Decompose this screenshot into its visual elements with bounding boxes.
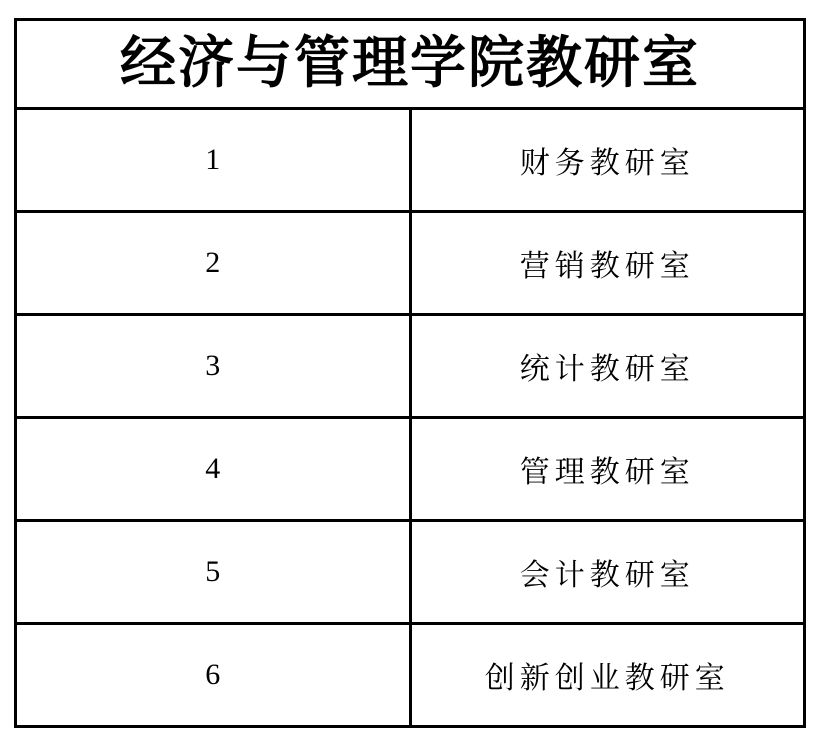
table-body	[16, 20, 805, 727]
row-number: 2	[16, 212, 411, 315]
table-title-row	[16, 20, 805, 109]
table-row	[16, 212, 805, 315]
row-name: 会计教研室	[410, 521, 805, 624]
row-name: 营销教研室	[410, 212, 805, 315]
table-row	[16, 521, 805, 624]
department-table	[14, 18, 806, 728]
page-title: 经济与管理学院教研室	[16, 20, 805, 109]
row-number: 1	[16, 109, 411, 212]
table-row	[16, 315, 805, 418]
table-row	[16, 624, 805, 727]
table-row	[16, 109, 805, 212]
row-name: 管理教研室	[410, 418, 805, 521]
row-name: 创新创业教研室	[410, 624, 805, 727]
row-number: 5	[16, 521, 411, 624]
row-number: 6	[16, 624, 411, 727]
row-number: 4	[16, 418, 411, 521]
row-name: 统计教研室	[410, 315, 805, 418]
row-name: 财务教研室	[410, 109, 805, 212]
row-number: 3	[16, 315, 411, 418]
table-row	[16, 418, 805, 521]
